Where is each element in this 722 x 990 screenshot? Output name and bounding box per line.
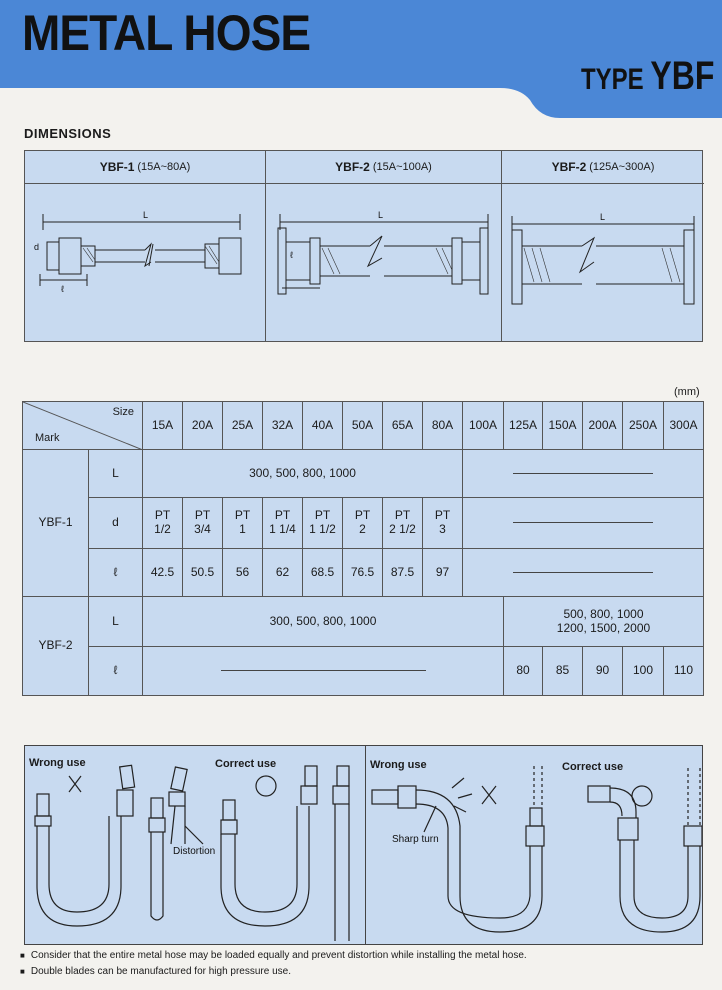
size-col: 15A: [143, 402, 183, 450]
d-prefix: PT: [354, 508, 371, 523]
size-col: 32A: [263, 402, 303, 450]
ybf1-mark: YBF-1: [23, 450, 89, 597]
size-col: 40A: [303, 402, 343, 450]
figure-ybf2-small-range: (15A~100A): [372, 161, 432, 173]
size-col: 20A: [183, 402, 223, 450]
figure-ybf2-small-drawing: [266, 184, 501, 341]
d-size: 3/4: [194, 522, 211, 536]
size-col: 200A: [583, 402, 623, 450]
d-size: 3: [439, 522, 446, 536]
hose-ybf2-large-drawing: [502, 184, 704, 341]
ybf1-d-cell: [223, 498, 263, 549]
size-col: 300A: [664, 402, 704, 450]
size-label: Size: [112, 406, 134, 418]
figure-ybf2-small-header: [266, 151, 501, 184]
ybf1-d-cell: [263, 498, 303, 549]
note-item: ■ Double blades can be manufactured for high pressure use.: [20, 964, 527, 980]
size-col: 25A: [223, 402, 263, 450]
dash-line: [513, 473, 653, 474]
correct-use-label-right: Correct use: [562, 761, 624, 773]
ybf2-small-L-label: L: [378, 210, 384, 220]
ybf2-l-cell: 85: [543, 647, 583, 696]
wrong-use-label-right: Wrong use: [370, 759, 427, 771]
ybf1-d-cell: [143, 498, 183, 549]
ybf2-L-value-large: [504, 597, 704, 647]
ybf1-l-cell: 87.5: [383, 549, 423, 597]
figure-ybf2-large: [502, 151, 704, 341]
ybf2-L-large-line2: 1200, 1500, 2000: [556, 620, 651, 635]
d-size: 1 1/2: [309, 522, 336, 536]
ybf2-l-cell: 80: [504, 647, 543, 696]
ybf1-l-cell: 97: [423, 549, 463, 597]
ybf2-l-cell: 110: [664, 647, 704, 696]
ybf1-d-empty: [463, 498, 704, 549]
ybf1-d-row: [23, 498, 704, 549]
dash-line: [513, 572, 653, 573]
ybf2-L-value-small: 300, 500, 800, 1000: [143, 597, 504, 647]
figure-ybf2-large-range: (125A~300A): [589, 161, 655, 173]
figure-ybf2-small-model: YBF-2: [335, 160, 370, 174]
ybf1-l-cell: 68.5: [303, 549, 343, 597]
dimensions-heading: DIMENSIONS: [24, 126, 112, 141]
d-prefix: PT: [194, 508, 211, 523]
dimensions-table: [22, 401, 704, 696]
figure-ybf1-range: (15A~80A): [137, 161, 191, 173]
ybf1-l-cell: 50.5: [183, 549, 223, 597]
ybf1-l-label: ℓ: [61, 284, 64, 294]
ybf1-l-empty: [463, 549, 704, 597]
figure-ybf1-header: [25, 151, 265, 184]
ybf1-l-cell: 42.5: [143, 549, 183, 597]
figure-ybf1: [25, 151, 266, 341]
d-prefix: PT: [234, 508, 251, 523]
ybf1-l-cell: 62: [263, 549, 303, 597]
correct-use-label-left: Correct use: [215, 758, 277, 770]
ybf2-mark: YBF-2: [23, 597, 89, 696]
page-title: METAL HOSE: [22, 5, 311, 61]
ybf1-L-label: L: [89, 450, 143, 498]
size-col: 50A: [343, 402, 383, 450]
wrong-use-label-left: Wrong use: [29, 757, 86, 769]
figure-ybf1-drawing: [25, 184, 265, 341]
ybf1-L-label: L: [143, 210, 149, 220]
ybf2-large-L-label: L: [600, 212, 606, 222]
size-col: 150A: [543, 402, 583, 450]
dash-line: [221, 670, 426, 671]
d-prefix: PT: [434, 508, 451, 523]
sharp-turn-illustration: [366, 746, 702, 944]
usage-left-panel: [25, 746, 366, 944]
ybf2-l-row: [23, 647, 704, 696]
type-prefix: TYPE: [581, 63, 644, 96]
hose-ybf2-small-drawing: [266, 184, 502, 341]
d-size: 2 1/2: [389, 522, 416, 536]
ybf1-d-cell: [303, 498, 343, 549]
notes: [20, 948, 527, 980]
size-col: 100A: [463, 402, 504, 450]
ybf2-l-cell: 90: [583, 647, 623, 696]
d-size: 1 1/4: [269, 522, 296, 536]
wrong-mark-right: [482, 786, 496, 804]
ybf2-L-large-line1: 500, 800, 1000: [563, 606, 644, 621]
ybf1-l-cell: 56: [223, 549, 263, 597]
ybf2-L-row: [23, 597, 704, 647]
size-col: 250A: [623, 402, 664, 450]
mark-label: Mark: [35, 432, 60, 445]
distortion-illustration: [25, 746, 366, 944]
ybf1-L-value: 300, 500, 800, 1000: [143, 450, 463, 498]
correct-mark-left: [256, 776, 276, 796]
d-prefix: PT: [314, 508, 331, 523]
figure-ybf2-large-model: YBF-2: [551, 160, 587, 174]
ybf2-L-label: L: [89, 597, 143, 647]
d-prefix: PT: [154, 508, 171, 523]
ybf1-l-cell: 76.5: [343, 549, 383, 597]
usage-right-panel: [366, 746, 702, 944]
ybf1-l-label: ℓ: [89, 549, 143, 597]
ybf1-d-label: d: [89, 498, 143, 549]
note-item: ■ Consider that the entire metal hose may be loaded equally and prevent distortion while installing the metal hose.: [20, 948, 527, 964]
hose-ybf1-drawing: [25, 184, 266, 341]
ybf1-d-cell: [343, 498, 383, 549]
figure-ybf2-large-drawing: [502, 184, 704, 341]
ybf2-l-cell: 100: [623, 647, 664, 696]
size-col: 65A: [383, 402, 423, 450]
type-code: [581, 54, 714, 99]
d-size: 1: [239, 522, 246, 536]
ybf1-l-row: [23, 549, 704, 597]
d-size: 1/2: [154, 522, 171, 536]
ybf1-d-label: d: [34, 242, 40, 252]
ybf1-d-cell: [183, 498, 223, 549]
size-mark-corner: [23, 402, 143, 450]
size-col: 80A: [423, 402, 463, 450]
d-size: 2: [359, 522, 366, 536]
ybf2-l-label: ℓ: [89, 647, 143, 696]
wrong-mark-left: [69, 776, 81, 792]
figure-ybf1-model: YBF-1: [99, 160, 135, 174]
dash-line: [513, 522, 653, 523]
ybf2-l-empty: [143, 647, 504, 696]
unit-label: (mm): [674, 386, 700, 398]
size-header-row: [23, 402, 704, 450]
ybf1-d-cell: [383, 498, 423, 549]
d-prefix: PT: [394, 508, 411, 523]
usage-illustrations: [24, 745, 703, 945]
ybf1-L-row: [23, 450, 704, 498]
figure-ybf2-large-header: [502, 151, 704, 184]
ybf1-L-empty: [463, 450, 704, 498]
ybf2-small-l-label: ℓ: [290, 250, 293, 260]
d-prefix: PT: [274, 508, 291, 523]
type-code-value: YBF: [650, 54, 715, 98]
sharp-turn-callout: Sharp turn: [392, 834, 439, 845]
size-col: 125A: [504, 402, 543, 450]
ybf1-d-cell: [423, 498, 463, 549]
figure-ybf2-small: [266, 151, 502, 341]
distortion-callout: Distortion: [173, 846, 216, 857]
header-band: [0, 0, 722, 118]
dimension-figures: [24, 150, 703, 342]
